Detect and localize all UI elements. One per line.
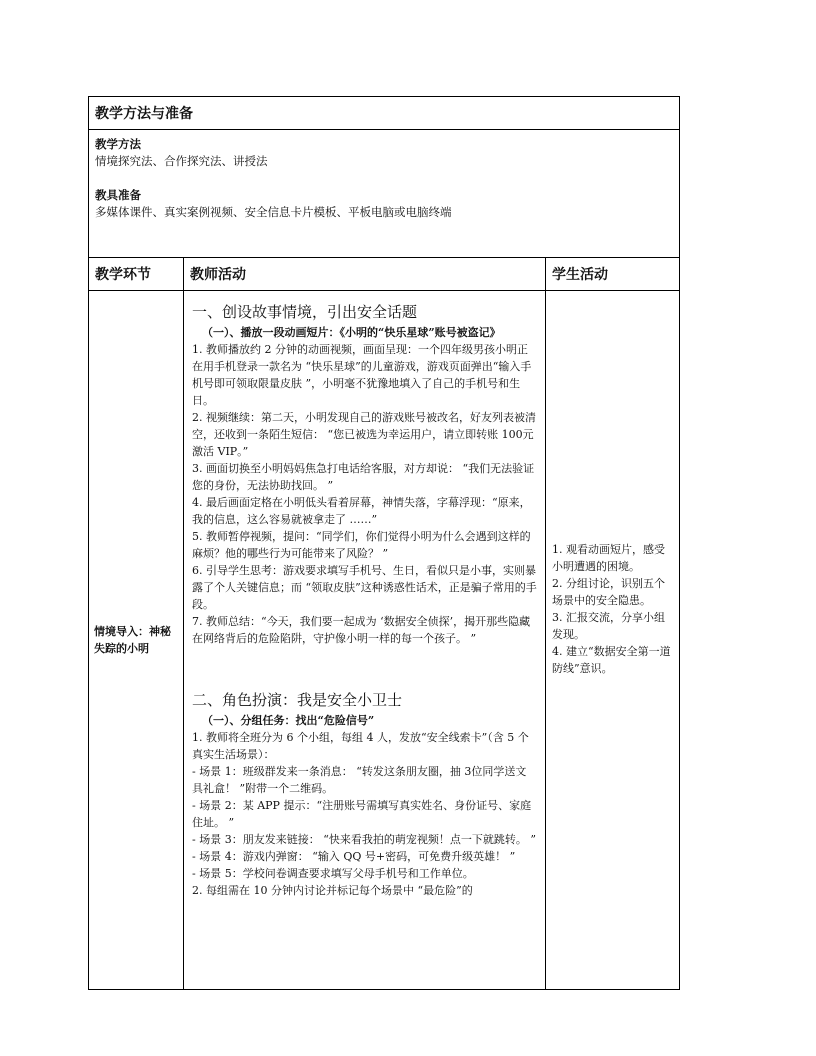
part1-subtitle: （一）、播放一段动画短片：《小明的“快乐星球”账号被盗记》 — [202, 326, 501, 339]
stage-cell: 情境导入：神秘失踪的小明 — [89, 291, 184, 989]
column-header-teacher: 教师活动 — [184, 258, 546, 290]
column-header-student: 学生活动 — [552, 267, 608, 283]
teacher-activity-cell — [184, 291, 546, 989]
methods-text: 情境探究法、合作探究法、讲授法 — [95, 154, 268, 168]
part2-item: 2. 每组需在 10 分钟内讨论并标记每个场景中 “最危险”的 — [192, 884, 473, 897]
part2-item: - 场景 3：朋友发来链接： “快来看我拍的萌宠视频！点一下就跳转。 ” — [192, 833, 536, 846]
part2-item: 1. 教师将全班分为 6 个小组，每组 4 人，发放“安全线索卡”（含 5 个真实生活场景）： — [192, 731, 529, 761]
part1-title: 一、创设故事情境，引出安全话题 — [192, 303, 418, 321]
part2-item: - 场景 5：学校问卷调查要求填写父母手机号和工作单位。 — [192, 867, 474, 880]
part2-item: - 场景 2：某 APP 提示：“注册账号需填写真实姓名、身份证号、家庭住址。 ” — [192, 799, 532, 829]
part1-item: 5. 教师暂停视频，提问：“同学们，你们觉得小明为什么会遇到这样的麻烦？他的哪些行为可能带来了风险？ ” — [192, 530, 531, 560]
part1-item: 6. 引导学生思考：游戏要求填写手机号、生日，看似只是小事，实则暴露了个人关键信息；而 “领取皮肤”这种诱惑性话术，正是骗子常用的手段。 — [192, 564, 537, 611]
student-item: 4. 建立“数据安全第一道防线”意识。 — [552, 645, 671, 675]
lesson-plan-table — [88, 96, 680, 990]
part1-item: 7. 教师总结：“今天，我们要一起成为 ‘数据安全侦探’，揭开那些隐藏在网络背后的危险陷阱，守护像小明一样的每一个孩子。 ” — [192, 615, 531, 645]
part1-item: 1. 教师播放约 2 分钟的动画视频，画面呈现：一个四年级男孩小明正在用手机登录一款名为 “快乐星球”的儿童游戏，游戏页面弹出“输入手机号即可领取限量皮肤 ”，小明毫不犹豫地填入了自己的手机号和生日。 — [192, 343, 532, 407]
column-headers — [89, 258, 679, 291]
student-item: 3. 汇报交流，分享小组发现。 — [552, 611, 665, 641]
part2-item: - 场景 4：游戏内弹窗： “输入 QQ 号+密码，可免费升级英雄！ ” — [192, 850, 516, 863]
student-item: 2. 分组讨论，识别五个场景中的安全隐患。 — [552, 577, 665, 607]
part1-item: 2. 视频继续：第二天，小明发现自己的游戏账号被改名，好友列表被清空，还收到一条陌生短信： “您已被选为幸运用户，请立即转账 100元激活 VIP。” — [192, 411, 536, 458]
part2-subtitle: （一）、分组任务：找出“危险信号” — [202, 714, 375, 727]
student-item: 1. 观看动画短片，感受小明遭遇的困境。 — [552, 543, 665, 573]
part2-title: 二、角色扮演：我是安全小卫士 — [192, 691, 403, 709]
part1-item: 4. 最后画面定格在小明低头看着屏幕，神情失落，字幕浮现：“原来，我的信息，这么容易就被拿走了 ……” — [192, 496, 531, 526]
column-header-stage: 教学环节 — [89, 258, 184, 290]
methods-heading: 教学方法 — [95, 137, 141, 151]
methods-and-tools — [89, 130, 679, 258]
activity-row — [89, 291, 679, 989]
part1-item: 3. 画面切换至小明妈妈焦急打电话给客服，对方却说： “我们无法验证您的身份，无法协助找回。 ” — [192, 462, 535, 492]
tools-heading: 教具准备 — [95, 188, 141, 202]
part2-item: - 场景 1：班级群发来一条消息： “转发这条朋友圈，抽 3位同学送文具礼盒！ ”附带一个二维码。 — [192, 765, 527, 795]
student-activity-cell — [546, 291, 679, 989]
section-title: 教学方法与准备 — [89, 97, 679, 130]
tools-text: 多媒体课件、真实案例视频、安全信息卡片模板、平板电脑或电脑终端 — [95, 205, 452, 219]
